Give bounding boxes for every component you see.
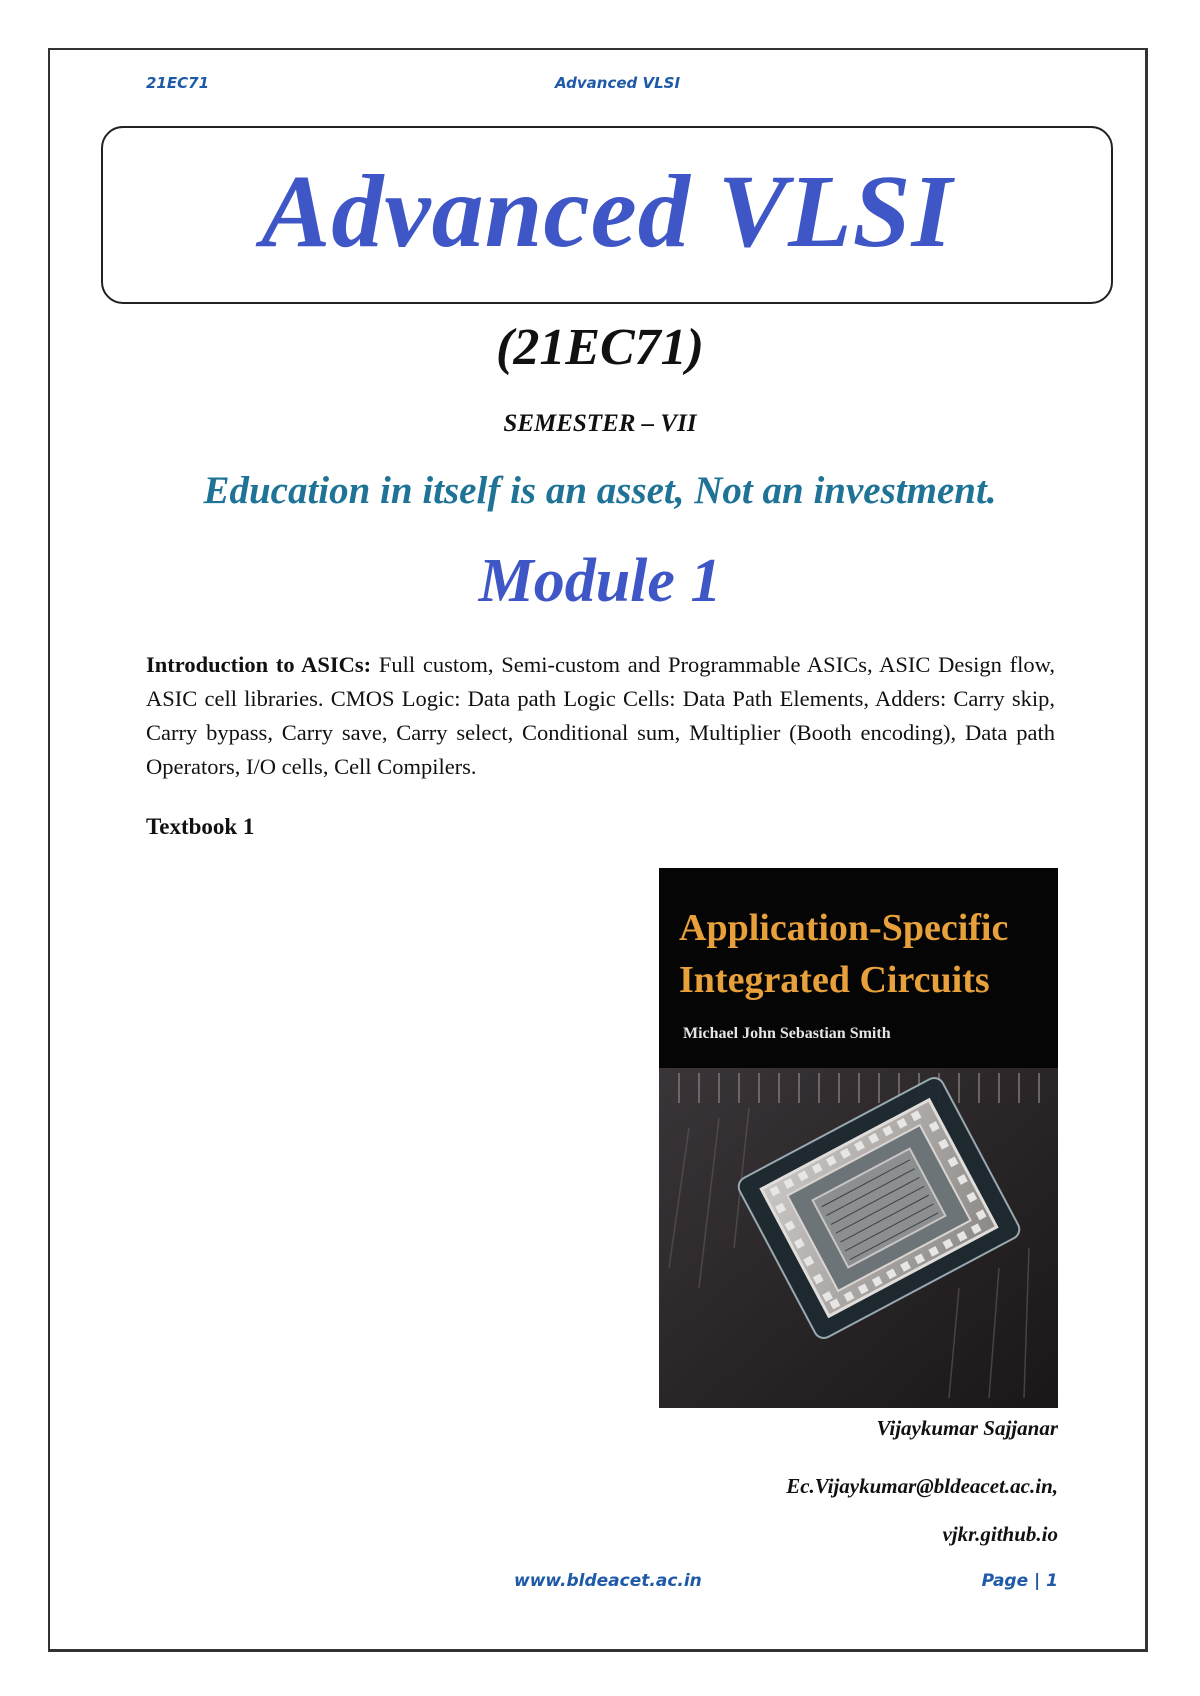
textbook-label: Textbook 1: [146, 814, 255, 839]
footer-page-number: Page | 1: [981, 1571, 1058, 1591]
course-code: (21EC71): [496, 319, 704, 376]
syllabus-body: Full custom, Semi-custom and Programmable ASICs, ASIC Design flow, ASIC cell libraries. CMOS Logic: Data path Logic Cells: Data Path Elements, Adders: Carry skip, Carry bypass, Carry save, Carry select, Conditional sum, Multiplier (Booth encoding), Data path Operators, I/O cells, Cell Compilers.: [146, 652, 1055, 779]
book-cover-image: [659, 868, 1058, 1408]
title-box: [101, 126, 1113, 304]
document-title: Advanced VLSI: [261, 153, 953, 269]
syllabus-heading: Introduction to ASICs:: [146, 652, 372, 677]
book-cover-art: [659, 868, 1058, 1408]
footer-website-link[interactable]: www.bldeacet.ac.in: [514, 1571, 702, 1591]
book-cover-author: Michael John Sebastian Smith: [683, 1025, 891, 1042]
motto-quote: Education in itself is an asset, Not an investment.: [203, 469, 997, 512]
author-email: Ec.Vijaykumar@bldeacet.ac.in,: [786, 1474, 1058, 1498]
header-course-title: Advanced VLSI: [555, 74, 681, 92]
author-name: Vijaykumar Sajjanar: [876, 1416, 1058, 1440]
book-cover-title-line1: Application-Specific: [679, 907, 1009, 949]
author-website: vjkr.github.io: [942, 1522, 1058, 1546]
book-cover-title-line2: Integrated Circuits: [679, 959, 990, 1001]
module-heading: Module 1: [478, 547, 722, 615]
header-course-code: 21EC71: [146, 74, 210, 92]
syllabus-paragraph: [146, 648, 1055, 784]
semester-label: SEMESTER – VII: [503, 410, 697, 437]
